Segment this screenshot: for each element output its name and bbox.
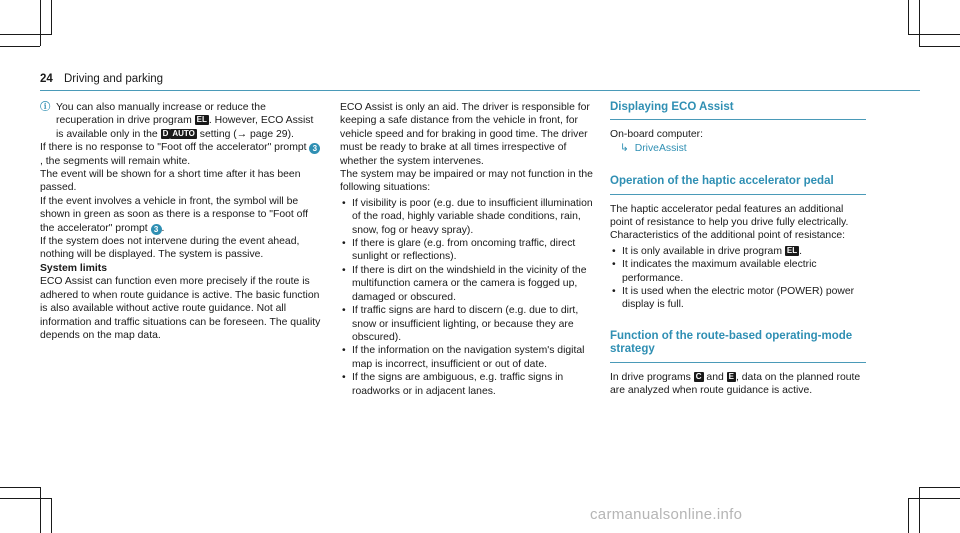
crop-mark (0, 34, 51, 35)
submenu-arrow-icon: ↳ (620, 142, 629, 154)
paragraph: The event will be shown for a short time after it has been passed. (40, 169, 301, 194)
heading-rule (610, 119, 866, 120)
list-item: • If there is glare (e.g. from oncoming traffic, direct sunlight or reflections). (340, 237, 594, 264)
d-symbol: D (162, 128, 169, 138)
crop-mark (0, 46, 40, 47)
text: It is only available in drive program (622, 245, 782, 257)
crop-mark (919, 46, 960, 47)
list-item (610, 245, 866, 258)
callout-badge: 3 (151, 224, 162, 235)
e-symbol: E (728, 371, 734, 381)
paragraph (40, 195, 323, 235)
text: . (799, 245, 802, 257)
el-symbol: EL (196, 115, 207, 125)
crop-mark (51, 0, 52, 35)
text: and (706, 371, 724, 383)
note-text (56, 101, 323, 141)
list-item: • If traffic signs are hard to discern (e.g. due to dirt, snow or insufficient lighting, or because they are obscured). (340, 304, 594, 344)
crop-mark (0, 487, 40, 488)
crop-mark (40, 487, 41, 533)
paragraph: ECO Assist can function even more precisely if the route is adhered to when route guidance is active. The basic function is also available without active route guidance. Not all information and traffic situations can be foreseen. The quality depends on the map data. (40, 276, 321, 341)
paragraph: Characteristics of the additional point of resistance: (610, 230, 846, 242)
heading-rule (610, 362, 866, 363)
text: , data on the planned route are analyzed when route guidance is active. (610, 371, 861, 397)
paragraph: If the system does not intervene during the event ahead, nothing will be displayed. The system is passive. (40, 236, 300, 261)
text: , the segments will remain white. (40, 155, 191, 167)
page-header (40, 73, 163, 85)
paragraph (610, 371, 866, 398)
header-rule (40, 90, 920, 91)
column-2 (340, 101, 594, 398)
watermark: carmanualsonline.info (590, 506, 743, 523)
crop-mark (908, 498, 960, 499)
menu-path[interactable] (610, 142, 866, 155)
section-heading: Displaying ECO Assist (610, 101, 734, 113)
paragraph (40, 141, 323, 168)
text: If there is no response to "Foot off the accelerator" prompt (40, 142, 307, 154)
text: In drive programs (610, 371, 691, 383)
note-text-1: You can also manually increase or reduce the recuperation in drive program (56, 102, 266, 127)
paragraph: ECO Assist is only an aid. The driver is responsible for keeping a safe distance from the vehicle in front, for vehicle speed and for braking in good time. The driver must be ready to brake at all times irrespective of whether the system intervenes. (340, 102, 590, 167)
crop-mark (919, 487, 920, 533)
list-item: • If the signs are ambiguous, e.g. traffic signs in roadworks or in adjacent lanes. (340, 371, 594, 398)
paragraph: The system may be impaired or may not function in the following situations: (340, 169, 593, 194)
crop-mark (51, 498, 52, 533)
list-item: • It indicates the maximum available electric performance. (610, 258, 866, 285)
c-symbol: C (695, 371, 702, 381)
section-heading: Operation of the haptic accelerator pedal (610, 175, 834, 188)
callout-badge: 3 (309, 143, 320, 154)
crop-mark (919, 487, 960, 488)
section-heading: System limits (40, 262, 107, 274)
text: If the event involves a vehicle in front, the symbol will be shown in green as soon as there is a response to "Foot off the accelerator" prompt (40, 195, 309, 234)
list-item: • If visibility is poor (e.g. due to insufficient illumination of the road, highly variable shade conditions, rain, snow, fog or heavy spray). (340, 197, 594, 237)
section-heading: Function of the route-based operating-mode strategy (610, 329, 853, 356)
note-text-2: . However, ECO Assist is available only in the (56, 115, 314, 140)
note-text-3: setting (→ page 29). (199, 128, 294, 140)
paragraph: The haptic accelerator pedal features an additional point of resistance to help you drive fully electrically. (610, 203, 849, 229)
crop-mark (908, 0, 909, 35)
column-1 (40, 101, 323, 342)
crop-mark (919, 0, 920, 46)
list-item: • It is used when the electric motor (POWER) power display is full. (610, 285, 866, 312)
page-number: 24 (40, 73, 53, 85)
menu-link[interactable]: DriveAssist (634, 142, 687, 154)
column-3 (610, 101, 866, 398)
heading-rule (610, 194, 866, 195)
section-title: Driving and parking (64, 73, 164, 85)
crop-mark (908, 498, 909, 533)
list-item: • If the information on the navigation system's digital map is incorrect, insufficient or out of date. (340, 344, 594, 371)
text: . (161, 222, 165, 234)
limitations-list (340, 197, 594, 398)
crop-mark (0, 498, 51, 499)
list-item: • If there is dirt on the windshield in the vicinity of the multifunction camera or the camera is fogged up, damaged or obscured. (340, 264, 594, 304)
info-note (40, 101, 323, 141)
info-icon: ⓘ (40, 102, 51, 113)
paragraph: On-board computer: (610, 129, 703, 141)
characteristics-list (610, 245, 866, 312)
crop-mark (40, 0, 41, 46)
el-symbol: EL (786, 245, 798, 255)
auto-symbol: AUTO (172, 128, 195, 138)
crop-mark (908, 34, 960, 35)
